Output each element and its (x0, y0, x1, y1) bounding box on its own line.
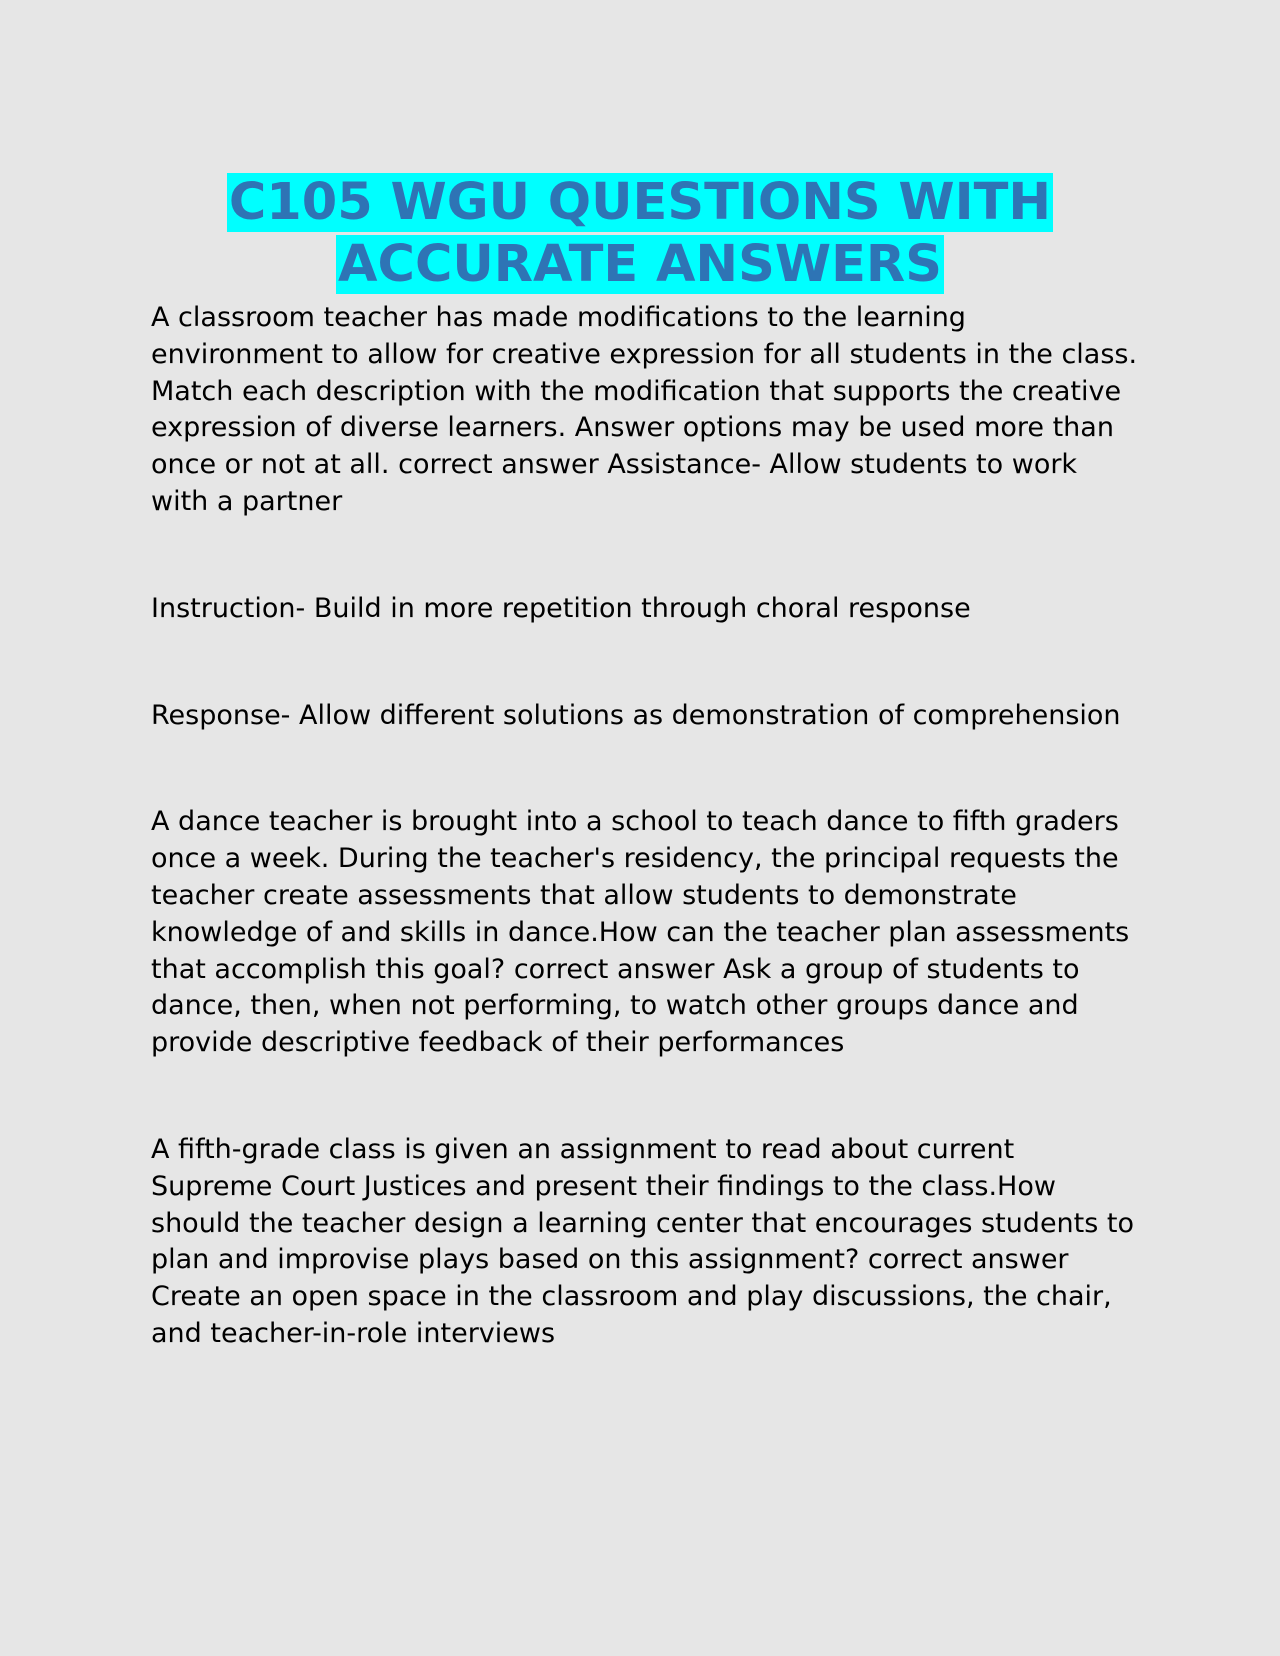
document-body (151, 300, 1141, 1353)
title-line-2: ACCURATE ANSWERS (338, 235, 942, 294)
title-line-1: C105 WGU QUESTIONS WITH (228, 173, 1052, 232)
document-title (0, 172, 1280, 296)
paragraph-question-1: A classroom teacher has made modifications to the learning environment to allow for creative expression for all students in the class. Match each description with the modification that supports the creative expression of diverse learners. Answer options may be used more than once or not at all. correct answer Assistance- Allow students to work with a partner (151, 302, 1138, 517)
paragraph-answer-instruction: Instruction- Build in more repetition through choral response (151, 592, 971, 624)
paragraph-question-2: A dance teacher is brought into a school to teach dance to fifth graders once a week. During the teacher's residency, the principal requests the teacher create assessments that allow students to demonstrate knowledge of and skills in dance.How can the teacher plan assessments that accomplish this goal? correct answer Ask a group of students to dance, then, when not performing, to watch other groups dance and provide descriptive feedback of their performances (151, 806, 1130, 1059)
paragraph-question-3: A fifth-grade class is given an assignment to read about current Supreme Court Justices and present their findings to the class.How should the teacher design a learning center that encourages students to plan and improvise plays based on this assignment? correct answer Create an open space in the classroom and play discussions, the chair, and teacher-in-role interviews (151, 1133, 1135, 1349)
paragraph-answer-response: Response- Allow different solutions as demonstration of comprehension (151, 699, 1121, 731)
